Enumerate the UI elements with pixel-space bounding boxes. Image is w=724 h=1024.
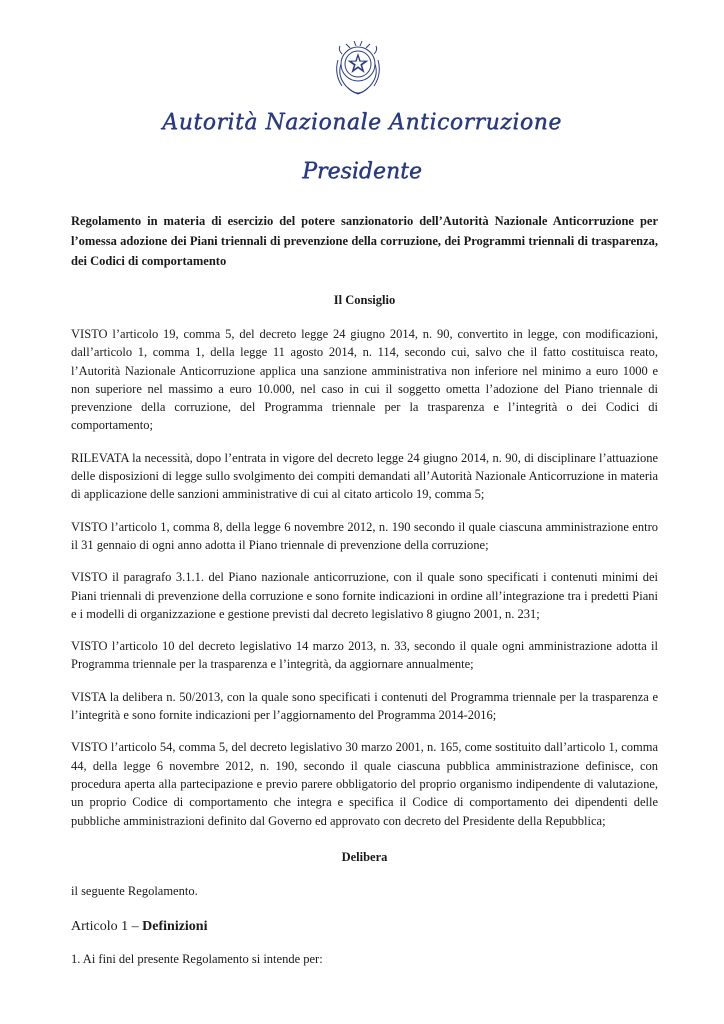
recital-paragraph: VISTO l’articolo 10 del decreto legislativo 14 marzo 2013, n. 33, secondo il quale ogni amministrazione adotta il Programma triennale per la trasparenza e l’integrità, da aggiornare annualmente;: [71, 639, 658, 672]
article-title: Definizioni: [142, 919, 208, 935]
italian-republic-emblem-icon: [328, 36, 388, 98]
regulation-title: Regolamento in materia di esercizio del potere sanzionatorio dell’Autorità Nazionale Anticorruzione per l’omessa adozione dei Piani triennali di prevenzione della corruzione, dei Programmi triennali di trasparenza, dei Codici di comportamento: [71, 214, 658, 268]
recital-paragraph: VISTA la delibera n. 50/2013, con la quale sono specificati i contenuti del Programma triennale per la trasparenza e l’integrità e sono fornite indicazioni per l’aggiornamento del Programma 2014-2016;: [71, 689, 658, 723]
role-title: Presidente: [302, 159, 422, 184]
authority-name: Autorità Nazionale Anticorruzione: [162, 110, 562, 135]
article-label: Articolo 1 –: [71, 919, 143, 935]
recital-paragraph: VISTO l’articolo 19, comma 5, del decreto legge 24 giugno 2014, n. 90, convertito in legge, con modificazioni, dall’articolo 1, comma 1, della legge 11 agosto 2014, n. 114, secondo cui, salvo che il fatto costituisca reato, l’Autorità Nazionale Anticorruzione applica una sanzione amministrativa non inferiore nel minimo a euro 1000 e non superiore nel massimo a euro 10.000, nel caso in cui il soggetto ometta l’adozione del Piano triennale di prevenzione della corruzione, del Programma triennale per la trasparenza e l’integrità o dei Codici di comportamento;: [71, 327, 658, 433]
recital-paragraph: VISTO l’articolo 54, comma 5, del decreto legislativo 30 marzo 2001, n. 165, come sostituito dall’articolo 1, comma 44, della legge 6 novembre 2012, n. 190, secondo il quale ciascuna pubblica amministrazione definisce, con procedura aperta alla partecipazione e previo parere obbligatorio del proprio organismo indipendente di valutazione, un proprio Codice di comportamento che integra e specifica il Codice di comportamento dei dipendenti delle pubbliche amministrazioni definito dal Governo ed approvato con decreto del Presidente della Repubblica;: [71, 740, 658, 828]
recital-paragraph: RILEVATA la necessità, dopo l’entrata in vigore del decreto legge 24 giugno 2014, n. 90, di disciplinare l’attuazione delle disposizioni di legge sullo svolgimento dei compiti demandati all’Autorità Nazionale Anticorruzione in materia di applicazione delle sanzioni amministrative di cui al citato articolo 19, comma 5;: [71, 450, 658, 502]
delibera-text: il seguente Regolamento.: [71, 883, 198, 898]
council-heading: Il Consiglio: [333, 293, 396, 307]
article-intro: 1. Ai fini del presente Regolamento si intende per:: [71, 952, 323, 967]
article-heading: [71, 918, 658, 936]
delibera-heading: Delibera: [341, 849, 388, 864]
recital-paragraph: VISTO l’articolo 1, comma 8, della legge 6 novembre 2012, n. 190 secondo il quale ciascuna amministrazione entro il 31 gennaio di ogni anno adotta il Piano triennale di prevenzione della corruzione;: [71, 519, 658, 552]
recital-paragraph: VISTO il paragrafo 3.1.1. del Piano nazionale anticorruzione, con il quale sono specificati i contenuti minimi dei Piani triennali di prevenzione della corruzione e sono fornite indicazioni in ordine all’integrazione tra i predetti Piani e i modelli di organizzazione e gestione previsti dal decreto legislativo 8 giugno 2001, n. 231;: [71, 570, 658, 621]
document-body: [71, 211, 658, 982]
